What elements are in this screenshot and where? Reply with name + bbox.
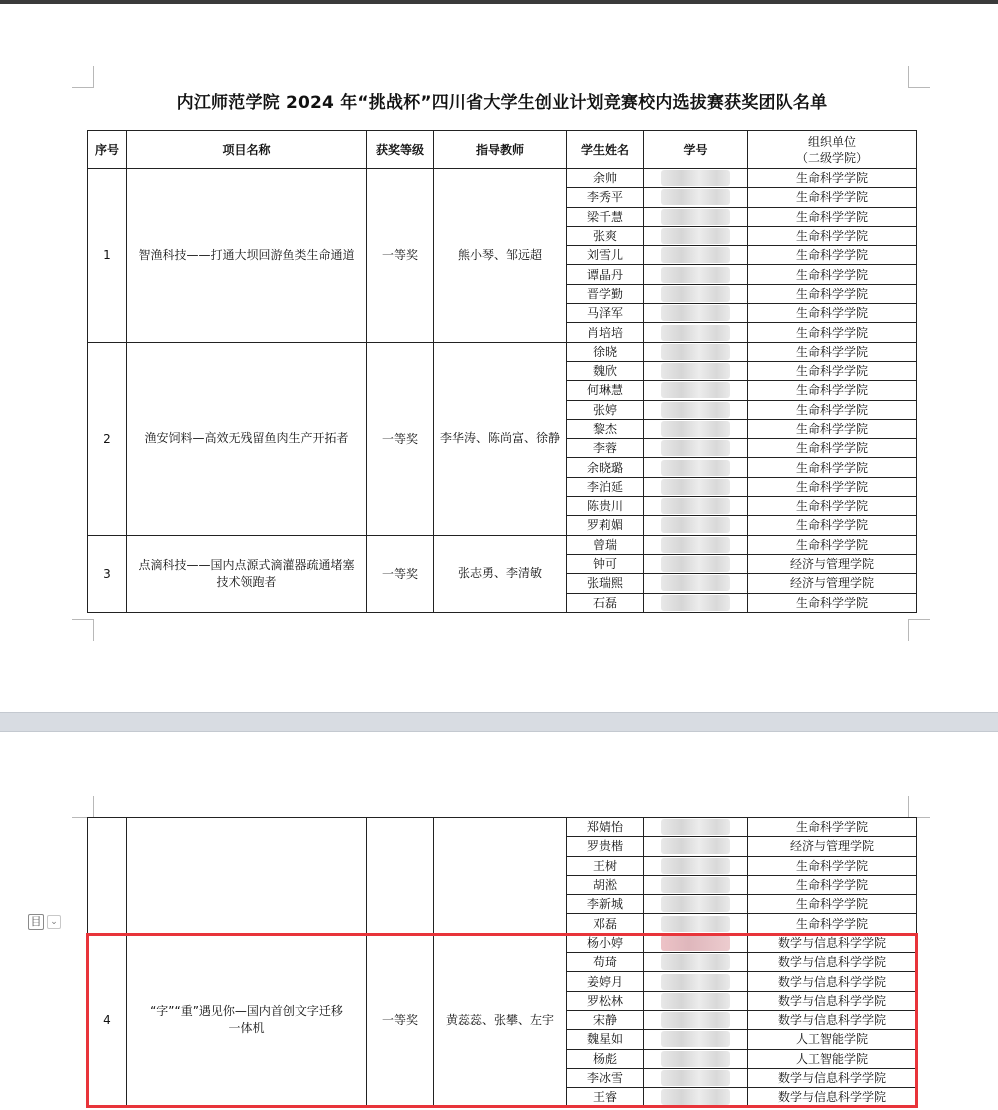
redacted-id — [647, 169, 744, 187]
student-id-cell — [644, 593, 748, 612]
header-unit-line2: （二级学院） — [795, 150, 868, 165]
student-name: 罗贵楷 — [567, 837, 644, 856]
award-table-continued — [87, 817, 917, 1107]
student-name: 徐晓 — [567, 342, 644, 361]
table-row — [88, 818, 917, 837]
student-unit: 生命科学学院 — [748, 342, 917, 361]
student-name: 李泊延 — [567, 477, 644, 496]
student-id-cell — [644, 991, 748, 1010]
student-unit: 生命科学学院 — [748, 593, 917, 612]
student-unit: 数学与信息科学学院 — [748, 933, 917, 952]
advisor-names: 张志勇、李清敏 — [434, 535, 567, 612]
redaction-blur — [661, 838, 730, 854]
team-index: 1 — [88, 169, 127, 343]
student-name: 钟可 — [567, 554, 644, 573]
redacted-id — [647, 343, 744, 361]
student-name: 杨彪 — [567, 1049, 644, 1068]
student-unit: 生命科学学院 — [748, 875, 917, 894]
student-unit: 生命科学学院 — [748, 535, 917, 554]
header-award: 获奖等级 — [367, 131, 434, 169]
student-id-cell — [644, 246, 748, 265]
redacted-id — [647, 934, 744, 952]
redaction-blur — [661, 209, 730, 225]
redacted-id — [647, 574, 744, 592]
student-unit: 数学与信息科学学院 — [748, 953, 917, 972]
student-id-cell — [644, 458, 748, 477]
redacted-id — [647, 555, 744, 573]
redacted-id — [647, 1011, 744, 1029]
redaction-blur — [661, 556, 730, 572]
redaction-blur — [661, 575, 730, 591]
project-name-cell — [127, 535, 367, 612]
student-unit: 生命科学学院 — [748, 265, 917, 284]
redacted-id — [647, 1050, 744, 1068]
student-id-cell — [644, 535, 748, 554]
student-id-cell — [644, 323, 748, 342]
margin-corner-mark — [72, 619, 94, 641]
student-id-cell — [644, 284, 748, 303]
student-unit: 生命科学学院 — [748, 323, 917, 342]
document-title: 内江师范学院 2024 年“挑战杯”四川省大学生创业计划竞赛校内选拔赛获奖团队名单 — [176, 93, 828, 113]
student-name: 王睿 — [567, 1088, 644, 1107]
table-row — [88, 535, 917, 554]
header-index: 序号 — [88, 131, 127, 169]
table-row — [88, 169, 917, 188]
student-id-cell — [644, 933, 748, 952]
redaction-blur — [661, 498, 730, 514]
student-id-cell — [644, 497, 748, 516]
project-name-line1: 点滴科技——国内点源式滴灌器疏通堵塞 — [138, 557, 355, 572]
redaction-blur — [661, 325, 730, 341]
project-name-line2: 一体机 — [228, 1021, 265, 1036]
student-name: 余晓璐 — [567, 458, 644, 477]
student-unit: 生命科学学院 — [748, 246, 917, 265]
student-name: 罗松林 — [567, 991, 644, 1010]
redaction-blur — [661, 402, 730, 418]
header-student-id: 学号 — [644, 131, 748, 169]
redacted-id — [647, 516, 744, 534]
redacted-id — [647, 401, 744, 419]
student-name: 邓磊 — [567, 914, 644, 933]
student-unit: 数学与信息科学学院 — [748, 991, 917, 1010]
redaction-blur — [661, 228, 730, 244]
redacted-id — [647, 285, 744, 303]
page-break-gap — [0, 712, 998, 732]
award-level: 一等奖 — [367, 933, 434, 1107]
redaction-blur — [661, 344, 730, 360]
student-name: 谭晶丹 — [567, 265, 644, 284]
project-name-cell — [127, 169, 367, 343]
student-unit: 经济与管理学院 — [748, 837, 917, 856]
student-unit: 数学与信息科学学院 — [748, 972, 917, 991]
advisor-names: 李华涛、陈尚富、徐静 — [434, 342, 567, 535]
project-name-cell — [127, 342, 367, 535]
student-name: 胡淞 — [567, 875, 644, 894]
student-id-cell — [644, 361, 748, 380]
redacted-id — [647, 420, 744, 438]
redacted-id — [647, 1030, 744, 1048]
table-row — [88, 933, 917, 952]
redacted-id — [647, 266, 744, 284]
student-id-cell — [644, 914, 748, 933]
redacted-id — [647, 227, 744, 245]
redaction-blur — [661, 595, 730, 611]
award-level: 一等奖 — [367, 169, 434, 343]
student-unit: 经济与管理学院 — [748, 554, 917, 573]
student-id-cell — [644, 477, 748, 496]
student-unit: 生命科学学院 — [748, 381, 917, 400]
student-name: 陈贵川 — [567, 497, 644, 516]
team-index: 3 — [88, 535, 127, 612]
student-id-cell — [644, 188, 748, 207]
student-id-cell — [644, 439, 748, 458]
redacted-id — [647, 973, 744, 991]
student-id-cell — [644, 342, 748, 361]
student-unit: 生命科学学院 — [748, 497, 917, 516]
student-name: 晋学勤 — [567, 284, 644, 303]
student-unit: 生命科学学院 — [748, 188, 917, 207]
student-unit: 生命科学学院 — [748, 914, 917, 933]
student-name: 苟琦 — [567, 953, 644, 972]
continued-project — [127, 818, 367, 934]
project-name: 智渔科技——打通大坝回游鱼类生命通道 — [138, 247, 355, 262]
student-name: 李冰雪 — [567, 1068, 644, 1087]
redaction-blur — [661, 858, 730, 874]
student-id-cell — [644, 953, 748, 972]
project-name-line2: 技术领跑者 — [216, 574, 277, 589]
student-name: 魏欣 — [567, 361, 644, 380]
redacted-id — [647, 478, 744, 496]
student-name: 王树 — [567, 856, 644, 875]
student-name: 李秀平 — [567, 188, 644, 207]
student-name: 张婷 — [567, 400, 644, 419]
redacted-id — [647, 188, 744, 206]
student-id-cell — [644, 972, 748, 991]
student-unit: 生命科学学院 — [748, 458, 917, 477]
redacted-id — [647, 324, 744, 342]
student-id-cell — [644, 1049, 748, 1068]
project-name-cell — [127, 933, 367, 1107]
header-project: 项目名称 — [127, 131, 367, 169]
student-unit: 生命科学学院 — [748, 818, 917, 837]
award-level: 一等奖 — [367, 535, 434, 612]
redaction-blur — [661, 1012, 730, 1028]
student-name: 宋静 — [567, 1010, 644, 1029]
redaction-blur — [661, 517, 730, 533]
student-name: 曾瑞 — [567, 535, 644, 554]
student-id-cell — [644, 856, 748, 875]
redacted-id — [647, 953, 744, 971]
redacted-id — [647, 362, 744, 380]
chevron-down-icon[interactable]: ⌄ — [47, 915, 61, 929]
student-id-cell — [644, 1030, 748, 1049]
student-unit: 生命科学学院 — [748, 304, 917, 323]
header-advisor: 指导教师 — [434, 131, 567, 169]
table-row — [88, 342, 917, 361]
redacted-id — [647, 818, 744, 836]
student-id-cell — [644, 516, 748, 535]
team-index: 2 — [88, 342, 127, 535]
redaction-blur — [661, 896, 730, 912]
redaction-blur — [661, 479, 730, 495]
student-id-cell — [644, 304, 748, 323]
student-id-cell — [644, 381, 748, 400]
project-name-line1: “字”“重”遇见你—国内首创文字迁移 — [150, 1004, 343, 1019]
redacted-id — [647, 208, 744, 226]
student-unit: 生命科学学院 — [748, 207, 917, 226]
redaction-blur — [661, 974, 730, 990]
student-unit: 生命科学学院 — [748, 477, 917, 496]
student-unit: 生命科学学院 — [748, 439, 917, 458]
redacted-id — [647, 857, 744, 875]
header-unit — [748, 131, 917, 169]
student-id-cell — [644, 226, 748, 245]
student-unit: 生命科学学院 — [748, 400, 917, 419]
margin-corner-mark — [908, 66, 930, 88]
student-unit: 数学与信息科学学院 — [748, 1088, 917, 1107]
student-unit: 数学与信息科学学院 — [748, 1010, 917, 1029]
student-name: 张瑞熙 — [567, 574, 644, 593]
student-id-cell — [644, 1068, 748, 1087]
student-unit: 生命科学学院 — [748, 226, 917, 245]
student-name: 石磊 — [567, 593, 644, 612]
student-name: 罗莉媚 — [567, 516, 644, 535]
redaction-blur — [661, 421, 730, 437]
student-id-cell — [644, 875, 748, 894]
margin-corner-mark — [72, 796, 94, 818]
redacted-id — [647, 459, 744, 477]
student-id-cell — [644, 837, 748, 856]
student-id-cell — [644, 207, 748, 226]
student-name: 黎杰 — [567, 419, 644, 438]
redacted-id — [647, 246, 744, 264]
redacted-id — [647, 381, 744, 399]
redaction-blur — [661, 537, 730, 553]
redacted-id — [647, 536, 744, 554]
redaction-blur — [661, 877, 730, 893]
redacted-id — [647, 876, 744, 894]
student-unit: 生命科学学院 — [748, 419, 917, 438]
student-unit: 经济与管理学院 — [748, 574, 917, 593]
student-name: 马泽军 — [567, 304, 644, 323]
redaction-blur — [661, 1089, 730, 1105]
header-unit-line1: 组织单位 — [807, 134, 856, 149]
student-id-cell — [644, 1010, 748, 1029]
student-unit: 人工智能学院 — [748, 1030, 917, 1049]
student-id-cell — [644, 419, 748, 438]
student-id-cell — [644, 169, 748, 188]
continued-award — [367, 818, 434, 934]
redacted-id — [647, 439, 744, 457]
student-unit: 人工智能学院 — [748, 1049, 917, 1068]
student-name: 杨小婷 — [567, 933, 644, 952]
paragraph-handle[interactable] — [28, 912, 64, 932]
project-name: 渔安饲料—高效无残留鱼肉生产开拓者 — [144, 431, 349, 446]
student-unit: 生命科学学院 — [748, 516, 917, 535]
student-id-cell — [644, 1088, 748, 1107]
redaction-blur — [661, 170, 730, 186]
redacted-id — [647, 1069, 744, 1087]
redaction-blur — [661, 440, 730, 456]
student-id-cell — [644, 265, 748, 284]
redacted-id — [647, 992, 744, 1010]
team-index: 4 — [88, 933, 127, 1107]
redaction-blur — [661, 819, 730, 835]
redaction-blur — [661, 1070, 730, 1086]
redaction-blur — [661, 460, 730, 476]
student-name: 李蓉 — [567, 439, 644, 458]
student-id-cell — [644, 574, 748, 593]
student-name: 刘雪儿 — [567, 246, 644, 265]
redacted-id — [647, 1088, 744, 1106]
advisor-names: 熊小琴、邹远超 — [434, 169, 567, 343]
student-name: 何琳慧 — [567, 381, 644, 400]
student-unit: 生命科学学院 — [748, 284, 917, 303]
student-unit: 数学与信息科学学院 — [748, 1068, 917, 1087]
student-id-cell — [644, 554, 748, 573]
student-id-cell — [644, 895, 748, 914]
redacted-id — [647, 837, 744, 855]
header-student: 学生姓名 — [567, 131, 644, 169]
student-id-cell — [644, 400, 748, 419]
student-id-cell — [644, 818, 748, 837]
student-name: 李新城 — [567, 895, 644, 914]
margin-corner-mark — [908, 619, 930, 641]
student-name: 魏星如 — [567, 1030, 644, 1049]
redaction-blur — [661, 954, 730, 970]
redacted-id — [647, 895, 744, 913]
student-name: 张爽 — [567, 226, 644, 245]
margin-corner-mark — [72, 66, 94, 88]
redaction-blur — [661, 382, 730, 398]
redaction-blur — [661, 286, 730, 302]
redaction-blur — [661, 916, 730, 932]
student-name: 姜婷月 — [567, 972, 644, 991]
redaction-blur — [661, 993, 730, 1009]
award-level: 一等奖 — [367, 342, 434, 535]
continued-index — [88, 818, 127, 934]
redacted-id — [647, 497, 744, 515]
redaction-blur — [661, 1031, 730, 1047]
redacted-id — [647, 915, 744, 933]
redaction-blur — [661, 363, 730, 379]
redaction-blur — [661, 247, 730, 263]
redacted-id — [647, 304, 744, 322]
redaction-blur — [661, 935, 730, 951]
student-unit: 生命科学学院 — [748, 895, 917, 914]
student-unit: 生命科学学院 — [748, 361, 917, 380]
continued-advisor — [434, 818, 567, 934]
award-table — [87, 130, 917, 613]
student-name: 余帅 — [567, 169, 644, 188]
student-name: 肖培培 — [567, 323, 644, 342]
advisor-names: 黄蕊蕊、张攀、左宇 — [434, 933, 567, 1107]
student-unit: 生命科学学院 — [748, 169, 917, 188]
redaction-blur — [661, 1051, 730, 1067]
redaction-blur — [661, 305, 730, 321]
table-header-row — [88, 131, 917, 169]
margin-corner-mark — [908, 796, 930, 818]
student-name: 梁千慧 — [567, 207, 644, 226]
student-name: 郑婧怡 — [567, 818, 644, 837]
paragraph-icon[interactable]: 目 — [28, 914, 44, 930]
redaction-blur — [661, 267, 730, 283]
student-unit: 生命科学学院 — [748, 856, 917, 875]
redaction-blur — [661, 189, 730, 205]
redacted-id — [647, 594, 744, 612]
